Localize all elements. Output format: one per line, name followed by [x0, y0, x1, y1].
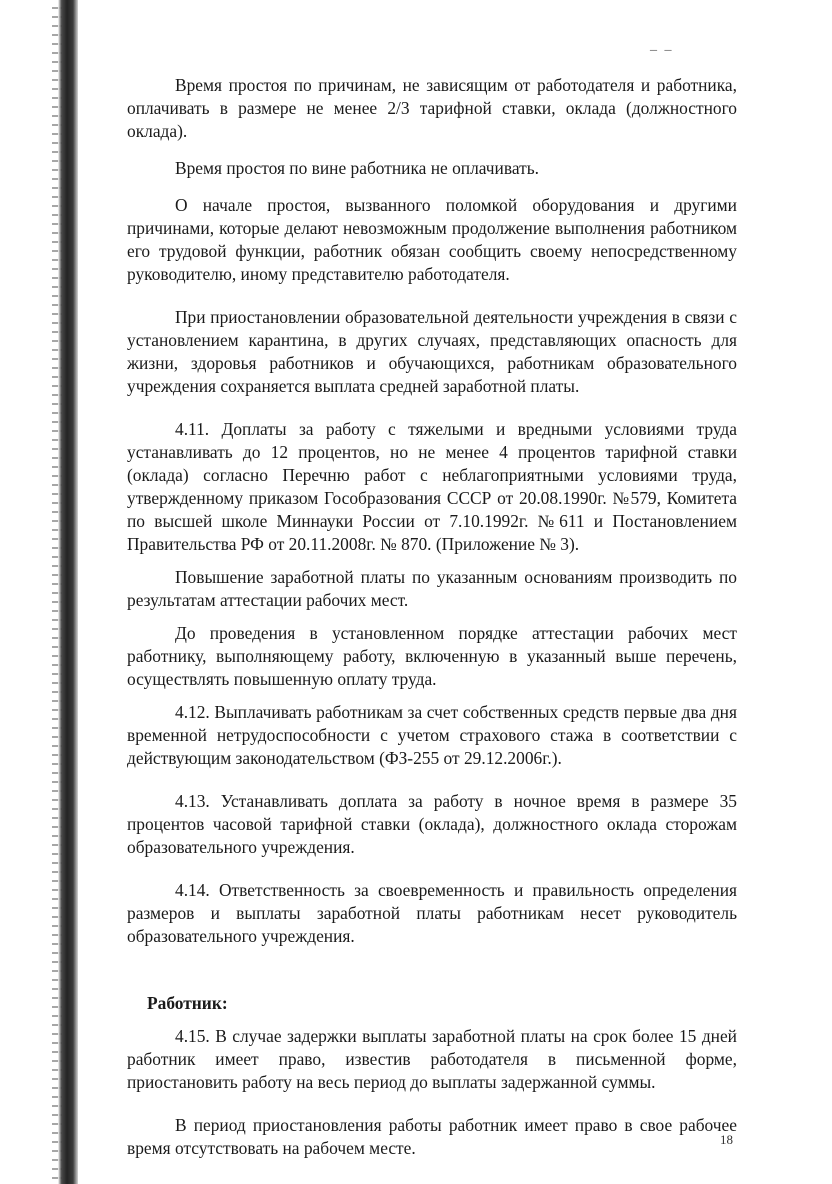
paragraph-4-14: 4.14. Ответственность за своевременность и правильность определения размеров и выплаты заработной платы работникам несет руководитель образовательного учреждения.: [127, 880, 737, 946]
header-mark: _ _: [650, 38, 674, 53]
paragraph-4-15: 4.15. В случае задержки выплаты заработной платы на срок более 15 дней работник имеет право, известив работодателя в письменной форме, приостановить работу на весь период до выплаты задержанной суммы.: [127, 1026, 737, 1092]
scan-binding-edge: [58, 0, 78, 1184]
paragraph-4-12: 4.12. Выплачивать работникам за счет собственных средств первые два дня временной нетрудоспособности с учетом страхового стажа в соответствии с действующим законодательством (ФЗ-255 от 29.12.2006г.).: [127, 702, 737, 768]
paragraph-attestation: До проведения в установленном порядке аттестации рабочих мест работнику, выполняющему работу, включенную в указанный выше перечень, осуществлять повышенную оплату труда.: [127, 623, 737, 689]
paragraph-downtime-notice: О начале простоя, вызванного поломкой оборудования и другими причинами, которые делают невозможным продолжение выполнения работником его трудовой функции, работник обязан сообщить своему непосредственному руководителю, иному представителю работодателя.: [127, 195, 737, 284]
paragraph-quarantine: При приостановлении образовательной деятельности учреждения в связи с установлением карантина, в других случаях, представляющих опасность для жизни, здоровья работников и обучающихся, работникам образовательного учреждения сохраняется выплата средней заработной платы.: [127, 307, 737, 396]
paragraph-work-suspension: В период приостановления работы работник имеет право в свое рабочее время отсутствовать на рабочем месте.: [127, 1115, 737, 1158]
page-number: 18: [720, 1132, 733, 1147]
section-heading-employee: Работник:: [147, 993, 228, 1013]
paragraph-salary-increase: Повышение заработной платы по указанным основаниям производить по результатам аттестации рабочих мест.: [127, 567, 737, 610]
document-page: [127, 74, 737, 1160]
paragraph-4-13: 4.13. Устанавливать доплата за работу в ночное время в размере 35 процентов часовой тарифной ставки (оклада), должностного оклада сторожам образовательного учреждения.: [127, 791, 737, 857]
paragraph-downtime-employer: Время простоя по причинам, не зависящим от работодателя и работника, оплачивать в размере не менее 2/3 тарифной ставки, оклада (должностного оклада).: [127, 75, 737, 141]
paragraph-downtime-employee-fault: Время простоя по вине работника не оплачивать.: [175, 158, 539, 178]
paragraph-4-11: 4.11. Доплаты за работу с тяжелыми и вредными условиями труда устанавливать до 12 процентов, но не менее 4 процентов тарифной ставки (оклада) согласно Перечню работ с неблагоприятными условиями труда, утвержденному приказом Гособразования СССР от 20.08.1990г. №579, Комитета по высшей школе Миннауки России от 7.10.1992г. №611 и Постановлением Правительства РФ от 20.11.2008г. № 870. (Приложение № 3).: [127, 419, 737, 554]
